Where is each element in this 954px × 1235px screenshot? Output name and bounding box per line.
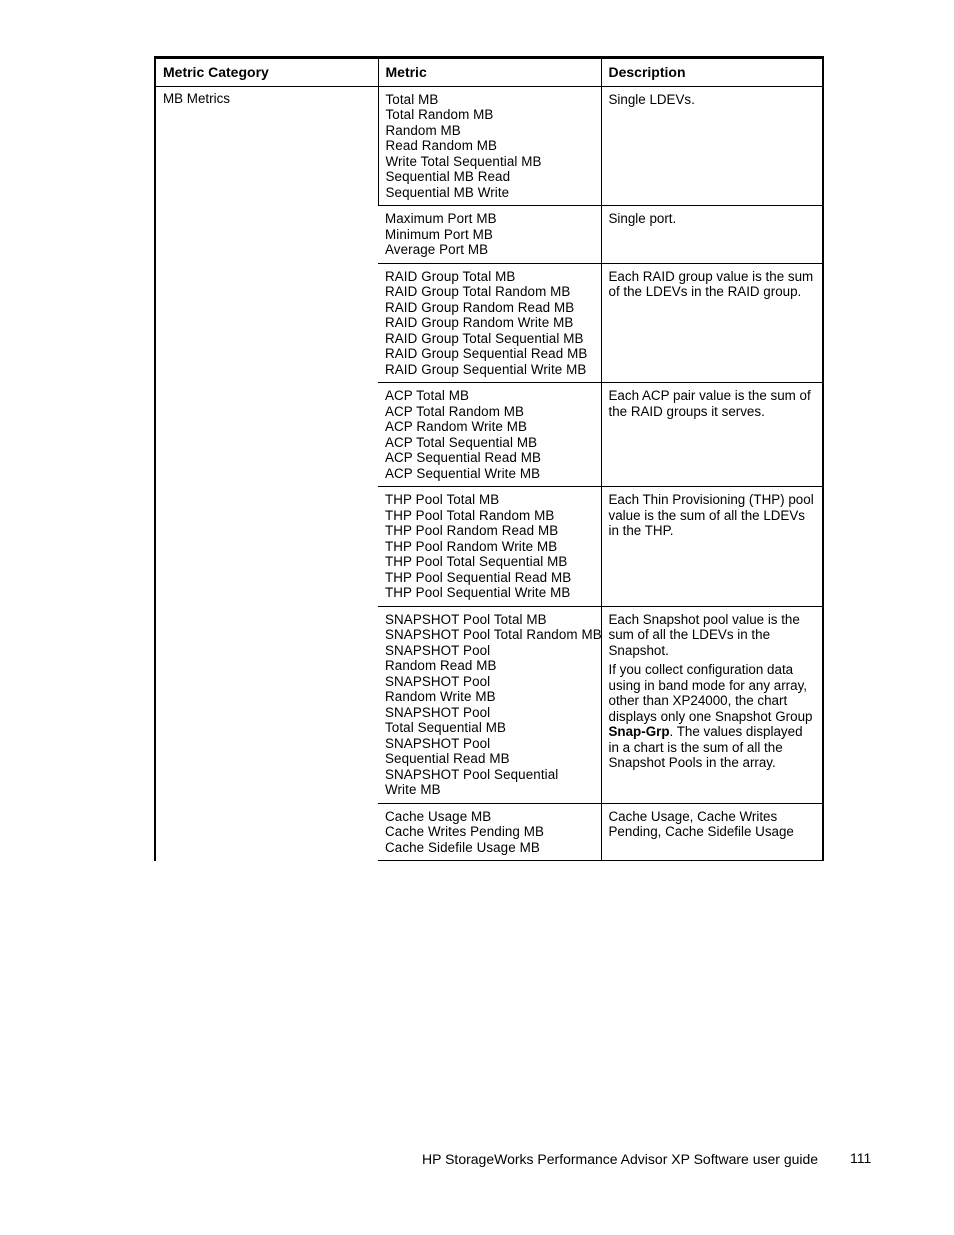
description-cell xyxy=(601,803,822,861)
metric-line: SNAPSHOT Pool xyxy=(385,673,491,689)
metric-line: Sequential MB Write xyxy=(385,184,510,200)
description-text: Each RAID group value is the sum of the LDEVs in the RAID group. xyxy=(608,268,814,299)
description-cell xyxy=(601,263,822,383)
metric-cell xyxy=(378,803,601,861)
footer-title: HP StorageWorks Performance Advisor XP Software user guide xyxy=(422,1151,819,1167)
table-row xyxy=(156,86,822,206)
metric-line: THP Pool Total Random MB xyxy=(385,507,555,523)
snap-grp-term: Snap-Grp xyxy=(608,724,670,739)
metric-line: ACP Random Write MB xyxy=(385,419,528,434)
metric-line: THP Pool Random Read MB xyxy=(385,523,559,538)
metric-line: Average Port MB xyxy=(385,242,489,257)
metric-cell xyxy=(378,206,601,264)
metric-line: RAID Group Random Read MB xyxy=(385,299,575,315)
metric-line: RAID Group Total Sequential MB xyxy=(385,330,584,346)
note-text: . The values displayed in a chart is the sum of all the Snapshot Pools in the array. xyxy=(608,724,803,770)
metric-line: RAID Group Random Write MB xyxy=(385,315,574,330)
metric-line: SNAPSHOT Pool xyxy=(385,704,491,720)
description-text: Single LDEVs. xyxy=(608,91,695,107)
metric-cell xyxy=(378,606,601,803)
metric-line: ACP Sequential Read MB xyxy=(385,450,542,465)
metric-cell xyxy=(378,383,601,487)
description-text: Each ACP pair value is the sum of the RAID groups it serves. xyxy=(608,388,811,419)
metric-line: Read Random MB xyxy=(385,138,498,153)
snapshot-note xyxy=(609,662,817,771)
header-description: Description xyxy=(601,59,822,86)
metric-line: Write MB xyxy=(385,782,441,797)
metric-line: THP Pool Sequential Write MB xyxy=(385,585,571,600)
metric-line: SNAPSHOT Pool xyxy=(385,735,491,751)
metric-line: Minimum Port MB xyxy=(385,226,493,242)
note-text: If you collect configuration data using in band mode for any array, other than XP24000, the chart displays only one Snapshot Group xyxy=(608,662,813,724)
table-header-row xyxy=(156,59,822,86)
description-cell xyxy=(601,86,822,206)
header-metric-category: Metric Category xyxy=(163,64,269,80)
metric-line: ACP Total Sequential MB xyxy=(385,434,538,450)
metric-line: THP Pool Random Write MB xyxy=(385,538,558,554)
description-text: Cache Usage, Cache Writes Pending, Cache Sidefile Usage xyxy=(608,808,794,839)
metric-line: Maximum Port MB xyxy=(385,211,497,226)
metric-line: Sequential MB Read xyxy=(385,169,511,184)
metric-line: RAID Group Total Random MB xyxy=(385,284,571,299)
metric-line: ACP Total Random MB xyxy=(385,403,525,419)
metric-line: RAID Group Sequential Read MB xyxy=(385,346,588,361)
metric-line: SNAPSHOT Pool Total Random MB xyxy=(385,627,602,642)
metric-line: SNAPSHOT Pool xyxy=(385,642,491,658)
metric-line: RAID Group Sequential Write MB xyxy=(385,361,587,377)
metric-line: Random MB xyxy=(385,122,461,138)
metric-cell xyxy=(378,86,601,206)
metric-line: Random Write MB xyxy=(385,689,496,704)
metric-line: RAID Group Total MB xyxy=(385,268,516,284)
metric-line: Total MB xyxy=(385,91,439,107)
metric-line: Cache Writes Pending MB xyxy=(385,824,545,839)
metric-line: THP Pool Sequential Read MB xyxy=(385,569,572,585)
metric-cell xyxy=(378,487,601,607)
metric-line: Random Read MB xyxy=(385,658,497,673)
metric-line: Total Sequential MB xyxy=(385,720,506,735)
metrics-table-frame xyxy=(154,56,824,861)
page-number: 111 xyxy=(850,1150,872,1166)
metric-line: Total Random MB xyxy=(385,107,494,122)
metric-line: SNAPSHOT Pool Sequential xyxy=(385,766,559,782)
metric-line: Cache Sidefile Usage MB xyxy=(385,839,540,855)
header-metric: Metric xyxy=(378,59,601,86)
description-text: Each Snapshot pool value is the sum of all the LDEVs in the Snapshot. xyxy=(608,611,800,658)
description-text: Each Thin Provisioning (THP) pool value is the sum of all the LDEVs in the THP. xyxy=(608,492,814,538)
description-cell xyxy=(601,487,822,607)
description-text: Single port. xyxy=(608,211,677,226)
metric-line: Cache Usage MB xyxy=(385,808,492,824)
metric-line: ACP Sequential Write MB xyxy=(385,465,541,481)
metric-line: ACP Total MB xyxy=(385,388,470,403)
metric-line: THP Pool Total MB xyxy=(385,492,500,507)
description-cell xyxy=(601,206,822,264)
metric-line: THP Pool Total Sequential MB xyxy=(385,554,568,569)
description-cell xyxy=(601,606,822,803)
category-cell: MB Metrics xyxy=(163,90,230,106)
metric-line: Write Total Sequential MB xyxy=(385,153,542,169)
description-cell xyxy=(601,383,822,487)
mb-metrics-table xyxy=(156,59,822,861)
metric-cell xyxy=(378,263,601,383)
metric-line: Sequential Read MB xyxy=(385,751,510,766)
metric-line: SNAPSHOT Pool Total MB xyxy=(385,611,547,627)
